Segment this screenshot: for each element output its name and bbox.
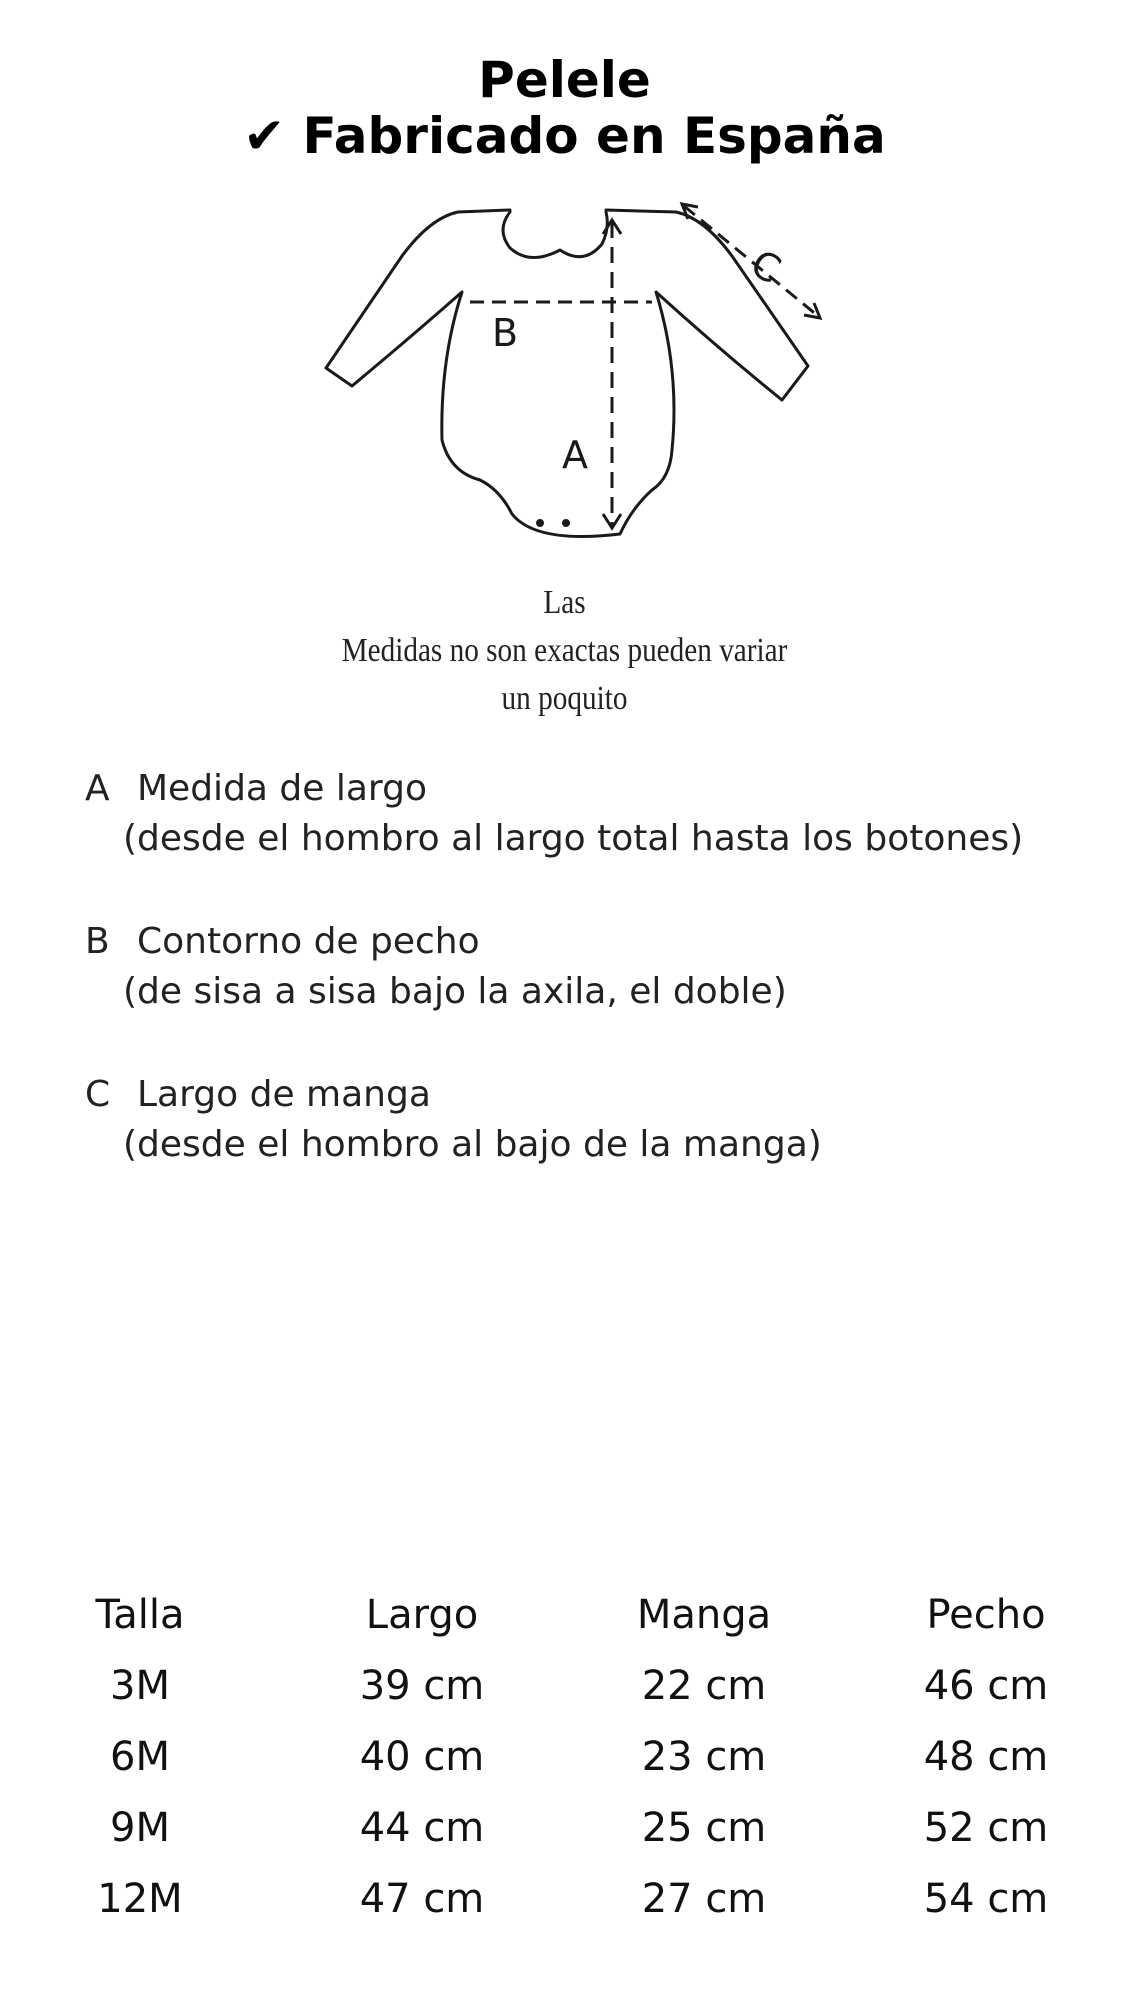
onesie-diagram xyxy=(300,190,840,560)
table-cell: 22 cm xyxy=(641,1663,767,1709)
snap-button xyxy=(562,519,570,527)
header-talla: Talla xyxy=(95,1592,185,1638)
table-cell: 39 cm xyxy=(359,1663,485,1709)
table-cell: 46 cm xyxy=(923,1663,1049,1709)
legend-letter: C xyxy=(85,1074,111,1115)
legend-detail: (desde el hombro al largo total hasta los botones) xyxy=(123,818,1024,859)
table-cell: 12M xyxy=(97,1876,183,1922)
table-cell: 3M xyxy=(110,1663,170,1709)
legend-item-b xyxy=(85,917,787,1017)
label-c: C xyxy=(743,241,788,293)
label-a: A xyxy=(562,433,588,477)
legend-item-a xyxy=(85,764,1023,864)
length-arrow-bottom xyxy=(603,514,621,528)
page-title: Pelele xyxy=(478,51,651,109)
legend-detail: (de sisa a sisa bajo la axila, el doble) xyxy=(123,971,787,1012)
table-cell: 9M xyxy=(110,1805,170,1851)
note-line: un poquito xyxy=(501,680,628,717)
header-pecho: Pecho xyxy=(926,1592,1046,1638)
label-b: B xyxy=(492,311,519,355)
collar-outline xyxy=(503,212,607,258)
sleeve-measure-line xyxy=(684,206,818,316)
table-header-row xyxy=(0,1585,1129,1645)
legend-label: Largo de manga xyxy=(137,1074,431,1115)
legend-letter: A xyxy=(85,768,110,809)
made-in-spain-subtitle: ✔ Fabricado en España xyxy=(243,107,886,165)
note-line: Medidas no son exactas pueden variar xyxy=(341,632,788,669)
legend-letter: B xyxy=(85,921,110,962)
table-row xyxy=(0,1869,1129,1929)
table-cell: 54 cm xyxy=(923,1876,1049,1922)
table-cell: 44 cm xyxy=(359,1805,485,1851)
onesie-outline xyxy=(326,210,808,537)
table-row xyxy=(0,1727,1129,1787)
table-cell: 27 cm xyxy=(641,1876,767,1922)
table-cell: 40 cm xyxy=(359,1734,485,1780)
note-line: Las xyxy=(543,584,586,621)
table-cell: 52 cm xyxy=(923,1805,1049,1851)
header-manga: Manga xyxy=(636,1592,772,1638)
table-row xyxy=(0,1798,1129,1858)
table-cell: 48 cm xyxy=(923,1734,1049,1780)
legend-detail: (desde el hombro al bajo de la manga) xyxy=(123,1124,822,1165)
table-cell: 23 cm xyxy=(641,1734,767,1780)
legend-label: Contorno de pecho xyxy=(137,921,480,962)
legend-item-c xyxy=(85,1070,822,1170)
table-cell: 47 cm xyxy=(359,1876,485,1922)
snap-button xyxy=(536,519,544,527)
legend-label: Medida de largo xyxy=(137,768,427,809)
table-cell: 25 cm xyxy=(641,1805,767,1851)
table-cell: 6M xyxy=(110,1734,170,1780)
header-largo: Largo xyxy=(365,1592,479,1638)
table-row xyxy=(0,1656,1129,1716)
